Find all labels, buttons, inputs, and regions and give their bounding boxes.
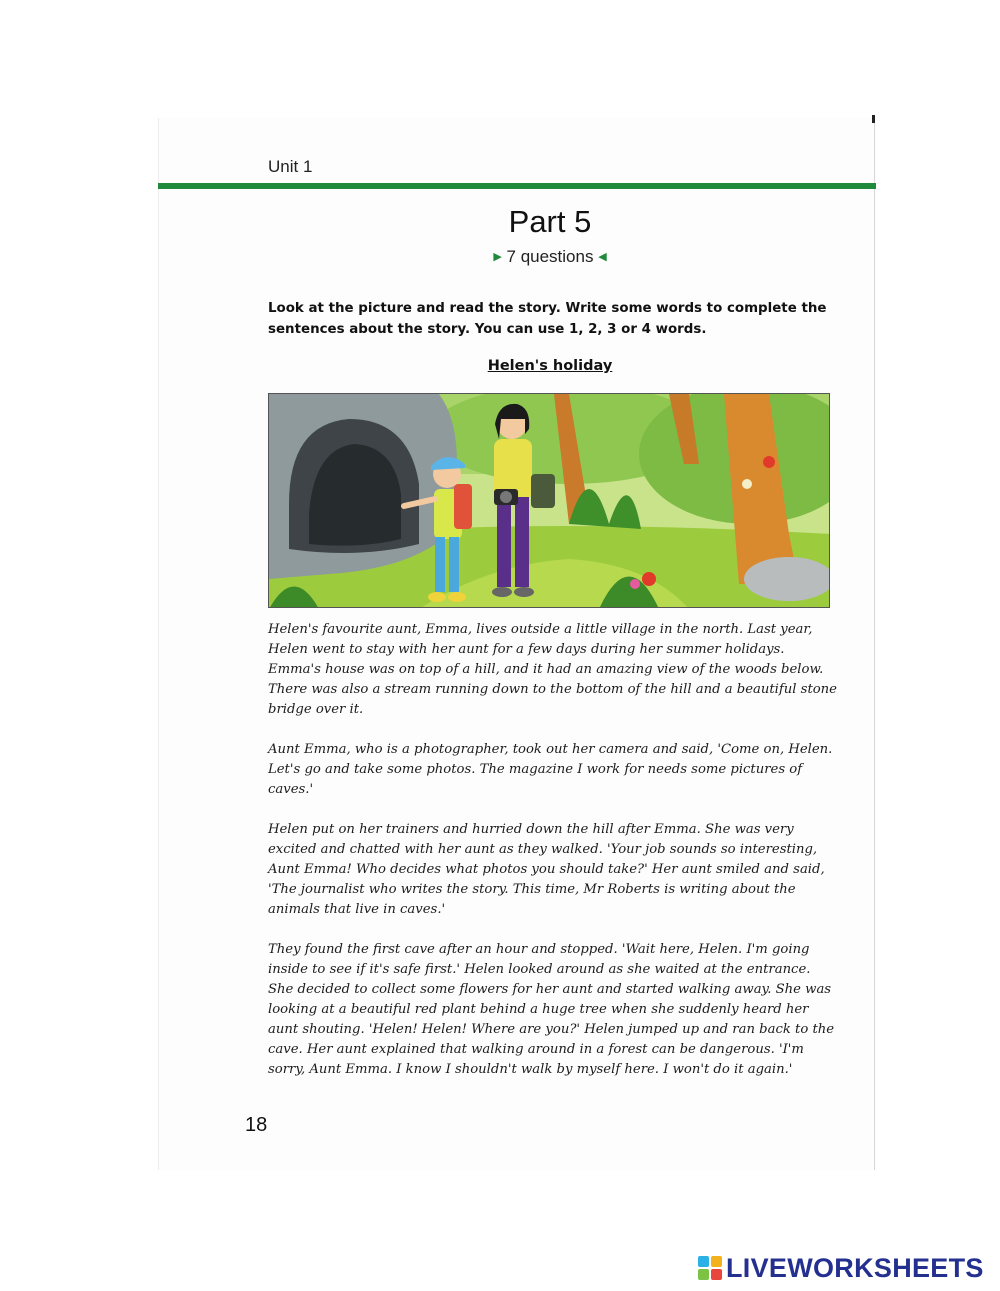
story-paragraph: Helen put on her trainers and hurried down the hill after Emma. She was very excited and chatted with her aunt as they walked. 'Your job sounds so interesting, Aunt Emma! Who decides what photos you should take?' Her aunt smiled and said, 'The journalist who writes the story. This time, Mr Roberts is writing about the animals that live in caves.' bbox=[268, 822, 825, 917]
right-triangle-icon: ▶ bbox=[493, 251, 502, 263]
red-flower bbox=[642, 572, 656, 586]
page-number: 18 bbox=[245, 1114, 268, 1136]
liveworksheets-logo-icon bbox=[698, 1256, 722, 1280]
rock bbox=[744, 557, 830, 601]
story-illustration bbox=[268, 393, 830, 608]
header-rule bbox=[158, 183, 876, 189]
helen-leg bbox=[449, 537, 459, 592]
story-paragraph: Aunt Emma, who is a photographer, took out her camera and said, 'Come on, Helen. Let's go and take some photos. The magazine I work for needs some pictures of caves.' bbox=[268, 742, 833, 797]
scan-mark bbox=[872, 115, 875, 123]
helen-shoe bbox=[448, 592, 466, 602]
story-text bbox=[268, 620, 838, 1100]
instructions: Look at the picture and read the story. Write some words to complete the sentences about the story. You can use 1, 2, 3 or 4 words. bbox=[268, 301, 827, 337]
liveworksheets-brand[interactable] bbox=[698, 1251, 984, 1285]
emma-leg bbox=[497, 497, 511, 587]
questions-label: 7 questions bbox=[506, 247, 594, 266]
part-title: Part 5 bbox=[508, 204, 592, 239]
story-paragraph: They found the first cave after an hour and stopped. 'Wait here, Helen. I'm going inside to see if it's safe first.' Helen looked around as she waited at the entrance. She decided to collect some flowers for her aunt and started walking away. She was looking at a beautiful red plant behind a huge tree when she suddenly heard her aunt shouting. 'Helen! Helen! Where are you?' Helen jumped up and ran back to the cave. Her aunt explained that walking around in a forest can be dangerous. 'I'm sorry, Aunt Emma. I know I shouldn't walk by myself here. I won't do it again.' bbox=[268, 942, 835, 1077]
brand-name: LIVEWORKSHEETS bbox=[726, 1252, 984, 1283]
story-paragraph: Helen's favourite aunt, Emma, lives outside a little village in the north. Last year, Helen went to stay with her aunt for a few days during her summer holidays. Emma's house was on top of a hill, and it had an amazing view of the woods below. There was also a stream running down to the bottom of the hill and a beautiful stone bridge over it. bbox=[268, 622, 837, 717]
white-flower bbox=[742, 479, 752, 489]
unit-label: Unit 1 bbox=[268, 157, 313, 176]
forest-cave-picture bbox=[269, 394, 830, 608]
emma-bag bbox=[531, 474, 555, 508]
page-left-edge bbox=[158, 118, 159, 1170]
emma-leg bbox=[515, 497, 529, 587]
story-title: Helen's holiday bbox=[487, 358, 613, 374]
page-right-edge bbox=[874, 118, 875, 1170]
red-flower bbox=[763, 456, 775, 468]
questions-count bbox=[440, 247, 660, 267]
pink-flower bbox=[630, 579, 640, 589]
left-triangle-icon: ◀ bbox=[598, 251, 607, 263]
helen-shoe bbox=[428, 592, 446, 602]
helen-backpack bbox=[454, 484, 472, 529]
emma-shoe bbox=[514, 587, 534, 597]
emma-shoe bbox=[492, 587, 512, 597]
camera-lens bbox=[500, 491, 512, 503]
helen-leg bbox=[435, 537, 445, 592]
